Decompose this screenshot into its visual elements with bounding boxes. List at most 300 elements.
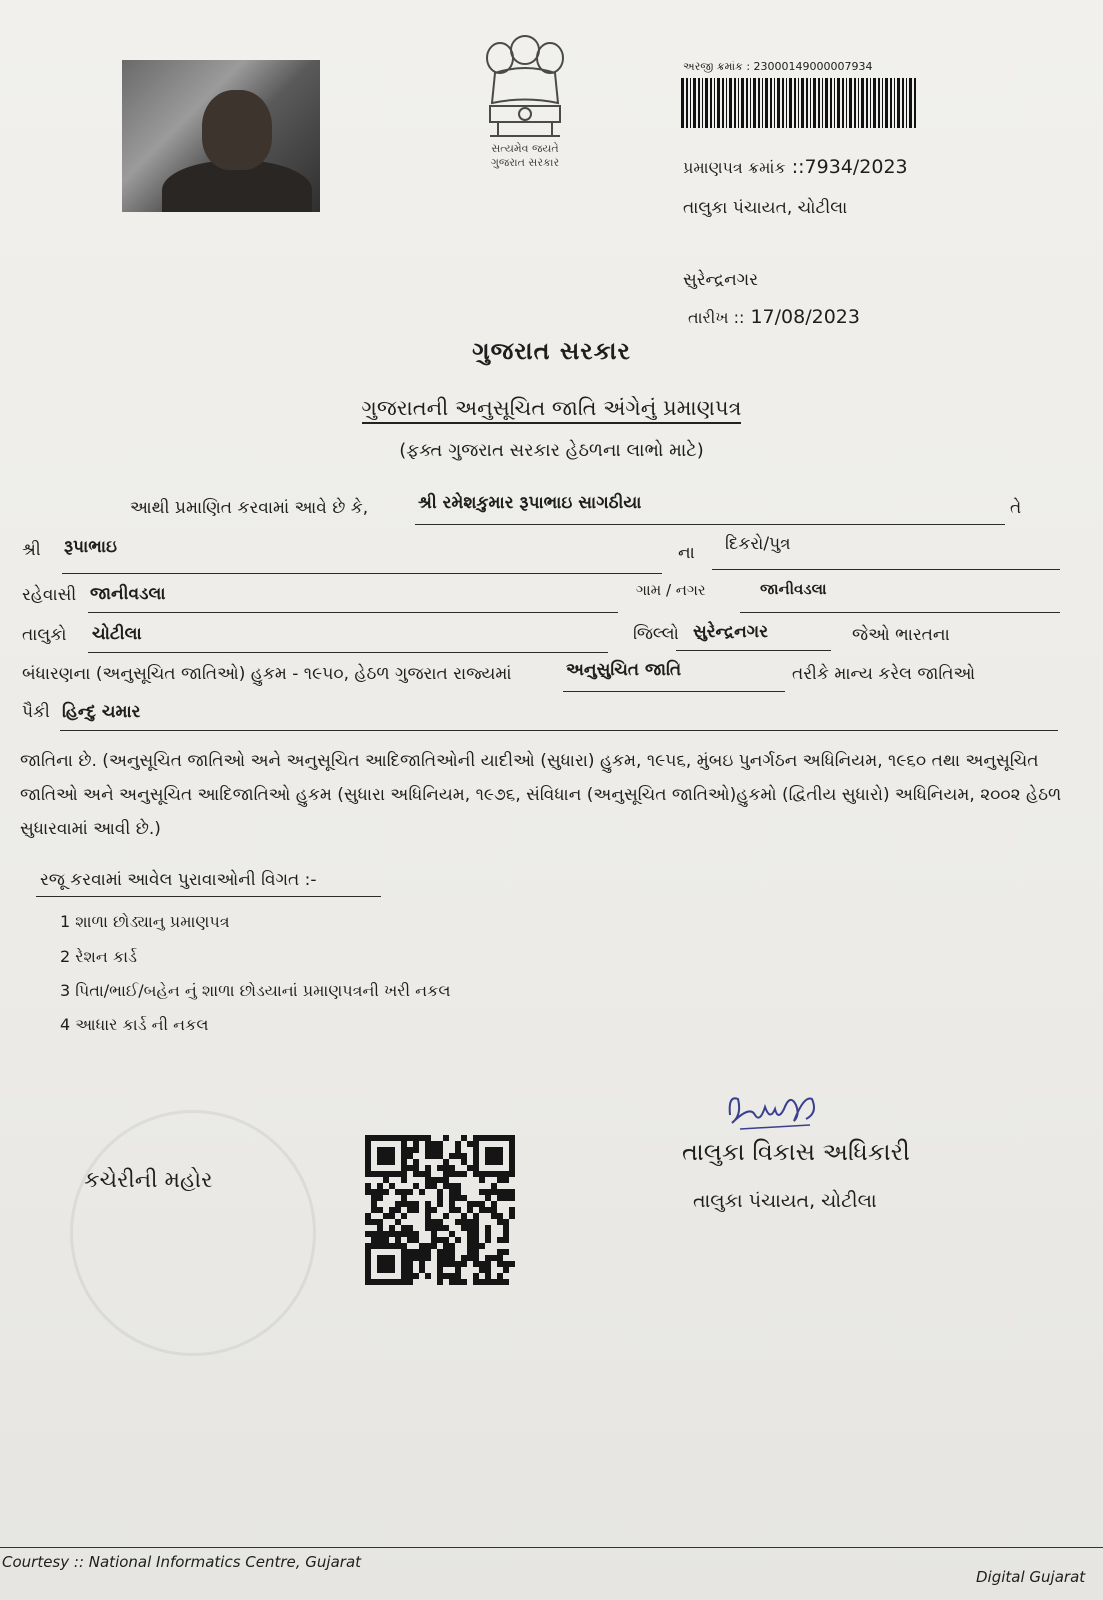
barcode-bar: [794, 78, 796, 128]
qr-module: [449, 1189, 455, 1195]
qr-module: [485, 1153, 491, 1159]
barcode-bar: [822, 78, 823, 128]
qr-module: [485, 1255, 491, 1261]
qr-module: [467, 1243, 473, 1249]
qr-module: [509, 1141, 515, 1147]
barcode-bar: [698, 78, 700, 128]
qr-module: [425, 1213, 431, 1219]
qr-module: [401, 1213, 407, 1219]
qr-module: [485, 1147, 491, 1153]
barcode-bar: [861, 78, 864, 128]
barcode-bar: [705, 78, 708, 128]
qr-module: [425, 1255, 431, 1261]
qr-module: [425, 1141, 431, 1147]
certificate-subheading: (ફક્ત ગુજરાત સરકાર હેઠળના લાભો માટે): [399, 440, 704, 461]
qr-module: [377, 1183, 383, 1189]
ashoka-emblem-icon: [470, 28, 580, 143]
district-label: જિલ્લો: [633, 624, 679, 644]
qr-module: [491, 1171, 497, 1177]
qr-module: [491, 1207, 497, 1213]
barcode-bar: [774, 78, 775, 128]
barcode-bar: [746, 78, 748, 128]
qr-module: [377, 1225, 383, 1231]
qr-module: [449, 1231, 455, 1237]
district-line: [676, 650, 831, 651]
qr-module: [389, 1207, 395, 1213]
qr-module: [455, 1171, 461, 1177]
qr-module: [401, 1141, 407, 1147]
qr-module: [497, 1159, 503, 1165]
qr-module: [497, 1177, 503, 1183]
qr-module: [455, 1183, 461, 1189]
qr-module: [437, 1195, 443, 1201]
qr-module: [491, 1147, 497, 1153]
qr-module: [401, 1189, 407, 1195]
qr-module: [401, 1165, 407, 1171]
qr-module: [449, 1261, 455, 1267]
qr-module: [425, 1207, 431, 1213]
qr-module: [485, 1195, 491, 1201]
qr-module: [455, 1189, 461, 1195]
te-text: તે: [1010, 498, 1022, 518]
barcode-bar: [686, 78, 688, 128]
qr-module: [479, 1135, 485, 1141]
qr-module: [413, 1165, 419, 1171]
barcode-bar: [830, 78, 832, 128]
qr-module: [407, 1201, 413, 1207]
qr-module: [455, 1153, 461, 1159]
qr-module: [401, 1243, 407, 1249]
qr-module: [467, 1219, 473, 1225]
qr-module: [503, 1267, 509, 1273]
recognised-text: તરીકે માન્ય કરેલ જાતિઓ: [792, 664, 976, 684]
barcode-bar: [854, 78, 856, 128]
qr-module: [479, 1207, 485, 1213]
qr-module: [401, 1135, 407, 1141]
barcode-bar: [786, 78, 787, 128]
qr-module: [407, 1249, 413, 1255]
qr-module: [383, 1279, 389, 1285]
qr-module: [491, 1159, 497, 1165]
qr-module: [431, 1207, 437, 1213]
qr-module: [395, 1231, 401, 1237]
qr-module: [461, 1225, 467, 1231]
qr-module: [371, 1201, 377, 1207]
qr-module: [467, 1165, 473, 1171]
barcode-bar: [866, 78, 868, 128]
qr-module: [455, 1207, 461, 1213]
qr-module: [383, 1177, 389, 1183]
qr-module: [431, 1237, 437, 1243]
qr-module: [497, 1219, 503, 1225]
qr-module: [371, 1207, 377, 1213]
qr-module: [431, 1153, 437, 1159]
qr-module: [473, 1213, 479, 1219]
qr-module: [401, 1195, 407, 1201]
qr-module: [371, 1195, 377, 1201]
qr-module: [431, 1147, 437, 1153]
village-line: [740, 612, 1060, 613]
qr-module: [473, 1159, 479, 1165]
qr-module: [491, 1189, 497, 1195]
qr-module: [491, 1201, 497, 1207]
qr-module: [473, 1171, 479, 1177]
qr-module: [437, 1255, 443, 1261]
qr-module: [365, 1171, 371, 1177]
signatory-office: તાલુકા પંચાયત, ચોટીલા: [693, 1190, 877, 1212]
qr-module: [419, 1267, 425, 1273]
qr-module: [401, 1201, 407, 1207]
barcode-bar: [849, 78, 852, 128]
qr-module: [377, 1219, 383, 1225]
signatory-title: તાલુકા વિકાસ અધિકારી: [682, 1138, 910, 1166]
evidence-item: 1 શાળા છોડ્યાનુ પ્રમાણપત્ર: [60, 912, 230, 931]
qr-module: [407, 1279, 413, 1285]
qr-module: [449, 1273, 455, 1279]
qr-module: [377, 1171, 383, 1177]
barcode-bar: [801, 78, 804, 128]
qr-module: [395, 1207, 401, 1213]
qr-module: [455, 1273, 461, 1279]
qr-module: [389, 1213, 395, 1219]
qr-module: [413, 1237, 419, 1243]
qr-module: [377, 1147, 383, 1153]
qr-module: [413, 1135, 419, 1141]
qr-module: [407, 1189, 413, 1195]
barcode: [681, 78, 919, 128]
qr-module: [377, 1261, 383, 1267]
applicant-photo: [122, 60, 320, 212]
qr-module: [365, 1261, 371, 1267]
applicant-name: શ્રી રમેશકુમાર રૂપાભાઇ સાગઠીયા: [418, 493, 642, 513]
qr-module: [509, 1207, 515, 1213]
qr-module: [455, 1261, 461, 1267]
qr-module: [497, 1255, 503, 1261]
qr-module: [365, 1273, 371, 1279]
qr-module: [509, 1195, 515, 1201]
qr-module: [407, 1255, 413, 1261]
qr-module: [473, 1255, 479, 1261]
barcode-bar: [842, 78, 844, 128]
qr-module: [479, 1279, 485, 1285]
among-label: પૈકી: [22, 702, 50, 722]
qr-module: [431, 1183, 437, 1189]
qr-module: [377, 1195, 383, 1201]
barcode-bar: [782, 78, 784, 128]
qr-module: [407, 1207, 413, 1213]
qr-module: [437, 1225, 443, 1231]
qr-module: [425, 1273, 431, 1279]
barcode-bar: [681, 78, 684, 128]
qr-module: [443, 1261, 449, 1267]
qr-module: [401, 1225, 407, 1231]
barcode-bar: [818, 78, 820, 128]
qr-module: [419, 1189, 425, 1195]
qr-module: [407, 1231, 413, 1237]
qr-module: [383, 1147, 389, 1153]
qr-module: [401, 1177, 407, 1183]
qr-module: [437, 1153, 443, 1159]
qr-module: [509, 1165, 515, 1171]
barcode-bar: [858, 78, 859, 128]
qr-module: [491, 1183, 497, 1189]
qr-module: [473, 1279, 479, 1285]
qr-module: [377, 1243, 383, 1249]
qr-module: [401, 1153, 407, 1159]
qr-module: [485, 1237, 491, 1243]
qr-module: [491, 1279, 497, 1285]
qr-module: [377, 1207, 383, 1213]
qr-module: [389, 1147, 395, 1153]
qr-module: [401, 1249, 407, 1255]
qr-module: [437, 1273, 443, 1279]
qr-module: [371, 1279, 377, 1285]
footer-brand: Digital Gujarat: [976, 1568, 1086, 1586]
qr-module: [449, 1279, 455, 1285]
barcode-bar: [710, 78, 712, 128]
qr-module: [509, 1153, 515, 1159]
application-number: અરજી ક્રમાંક : 23000149000007934: [683, 60, 873, 73]
qr-module: [479, 1201, 485, 1207]
qr-module: [473, 1261, 479, 1267]
qr-module: [497, 1195, 503, 1201]
na-text: ના: [678, 543, 695, 563]
qr-module: [467, 1225, 473, 1231]
qr-module: [491, 1135, 497, 1141]
qr-module: [407, 1147, 413, 1153]
qr-module: [383, 1255, 389, 1261]
qr-module: [455, 1219, 461, 1225]
barcode-bar: [878, 78, 880, 128]
barcode-bar: [909, 78, 912, 128]
qr-module: [503, 1279, 509, 1285]
qr-module: [413, 1183, 419, 1189]
qr-module: [407, 1225, 413, 1231]
barcode-bar: [810, 78, 811, 128]
qr-module: [377, 1267, 383, 1273]
barcode-bar: [837, 78, 840, 128]
qr-module: [443, 1171, 449, 1177]
barcode-bar: [825, 78, 828, 128]
qr-module: [443, 1237, 449, 1243]
qr-module: [485, 1159, 491, 1165]
qr-module: [437, 1177, 443, 1183]
qr-module: [455, 1147, 461, 1153]
qr-module: [437, 1249, 443, 1255]
qr-module: [419, 1261, 425, 1267]
qr-module: [395, 1243, 401, 1249]
qr-module: [425, 1201, 431, 1207]
qr-module: [371, 1189, 377, 1195]
certificate-heading: [0, 396, 1103, 421]
qr-module: [473, 1153, 479, 1159]
qr-module: [437, 1267, 443, 1273]
qr-module: [461, 1171, 467, 1177]
qr-module: [389, 1261, 395, 1267]
barcode-bar: [798, 78, 799, 128]
barcode-bar: [914, 78, 916, 128]
taluka-value: ચોટીલા: [92, 624, 142, 644]
qr-module: [425, 1219, 431, 1225]
qr-module: [509, 1159, 515, 1165]
qr-module: [437, 1261, 443, 1267]
qr-module: [383, 1231, 389, 1237]
qr-module: [461, 1255, 467, 1261]
qr-module: [491, 1213, 497, 1219]
certificate-number-value: ::7934/2023: [791, 156, 908, 178]
qr-module: [383, 1135, 389, 1141]
qr-module: [497, 1237, 503, 1243]
qr-module: [443, 1177, 449, 1183]
qr-module: [425, 1183, 431, 1189]
qr-module: [395, 1219, 401, 1225]
qr-module: [461, 1135, 467, 1141]
qr-module: [473, 1147, 479, 1153]
qr-module: [365, 1141, 371, 1147]
qr-module: [365, 1243, 371, 1249]
qr-module: [371, 1171, 377, 1177]
barcode-bar: [734, 78, 736, 128]
qr-module: [437, 1201, 443, 1207]
qr-module: [371, 1237, 377, 1243]
qr-module: [473, 1273, 479, 1279]
qr-module: [437, 1237, 443, 1243]
qr-module: [503, 1135, 509, 1141]
qr-module: [449, 1165, 455, 1171]
barcode-bar: [813, 78, 816, 128]
qr-module: [401, 1273, 407, 1279]
qr-module: [473, 1201, 479, 1207]
qr-module: [377, 1189, 383, 1195]
qr-module: [437, 1141, 443, 1147]
qr-module: [395, 1171, 401, 1177]
qr-module: [431, 1177, 437, 1183]
resident-line: [88, 612, 618, 613]
qr-module: [443, 1273, 449, 1279]
evidence-item: 4 આધાર કાર્ડ ની નકલ: [60, 1015, 209, 1034]
qr-module: [365, 1189, 371, 1195]
qr-module: [413, 1159, 419, 1165]
qr-module: [383, 1189, 389, 1195]
qr-module: [365, 1219, 371, 1225]
qr-module: [365, 1165, 371, 1171]
qr-module: [413, 1147, 419, 1153]
qr-module: [365, 1267, 371, 1273]
barcode-bar: [758, 78, 760, 128]
qr-module: [485, 1267, 491, 1273]
qr-module: [461, 1219, 467, 1225]
qr-module: [443, 1183, 449, 1189]
qr-module: [455, 1237, 461, 1243]
shri-label: શ્રી: [22, 540, 41, 560]
qr-module: [479, 1261, 485, 1267]
qr-module: [425, 1147, 431, 1153]
qr-module: [371, 1231, 377, 1237]
qr-module: [389, 1267, 395, 1273]
emblem-motto: સત્યમેવ જયતે: [491, 142, 559, 155]
barcode-bar: [738, 78, 739, 128]
barcode-bar: [873, 78, 876, 128]
qr-module: [449, 1153, 455, 1159]
qr-module: [419, 1135, 425, 1141]
barcode-bar: [717, 78, 720, 128]
qr-module: [497, 1273, 503, 1279]
qr-module: [485, 1279, 491, 1285]
qr-module: [461, 1279, 467, 1285]
qr-module: [383, 1267, 389, 1273]
qr-module: [371, 1135, 377, 1141]
qr-module: [383, 1171, 389, 1177]
barcode-bar: [690, 78, 691, 128]
emblem-caption: [470, 142, 580, 170]
qr-module: [473, 1249, 479, 1255]
qr-module: [455, 1279, 461, 1285]
qr-module: [467, 1249, 473, 1255]
issuing-office: તાલુકા પંચાયત, ચોટીલા: [683, 198, 848, 218]
barcode-bar: [741, 78, 744, 128]
qr-module: [491, 1255, 497, 1261]
qr-module: [449, 1243, 455, 1249]
qr-module: [485, 1261, 491, 1267]
qr-module: [389, 1153, 395, 1159]
qr-module: [467, 1255, 473, 1261]
qr-module: [413, 1255, 419, 1261]
qr-module: [413, 1201, 419, 1207]
qr-module: [371, 1243, 377, 1249]
qr-module: [389, 1135, 395, 1141]
qr-module: [407, 1261, 413, 1267]
qr-module: [479, 1171, 485, 1177]
qr-module: [479, 1243, 485, 1249]
category-value: અનુસુચિત જાતિ: [566, 660, 682, 680]
evidence-item: 3 પિતા/ભાઈ/બહેન નું શાળા છોડયાનાં પ્રમાણપત્રની ખરી નકલ: [60, 981, 451, 1000]
qr-module: [395, 1237, 401, 1243]
certificate-number: [683, 156, 908, 178]
qr-module: [503, 1237, 509, 1243]
qr-module: [503, 1225, 509, 1231]
qr-module: [437, 1219, 443, 1225]
qr-module: [425, 1243, 431, 1249]
qr-module: [503, 1219, 509, 1225]
barcode-bar: [693, 78, 696, 128]
qr-module: [383, 1153, 389, 1159]
qr-module: [389, 1231, 395, 1237]
qr-module: [365, 1231, 371, 1237]
constitution-text: બંધારણના (અનુસૂચિત જાતિઓ) હુકમ - ૧૯૫૦, હેઠળ ગુજરાત રાજ્યમાં: [22, 664, 512, 684]
qr-module: [437, 1147, 443, 1153]
qr-module: [365, 1183, 371, 1189]
barcode-bar: [806, 78, 808, 128]
qr-module: [371, 1219, 377, 1225]
emblem-authority: ગુજરાત સરકાર: [490, 156, 560, 169]
qr-module: [449, 1171, 455, 1177]
qr-module: [503, 1171, 509, 1177]
qr-module: [455, 1141, 461, 1147]
qr-module: [467, 1141, 473, 1147]
relation: દિકરો/પુત્ર: [725, 534, 791, 554]
qr-module: [407, 1273, 413, 1279]
qr-module: [377, 1135, 383, 1141]
qr-module: [461, 1261, 467, 1267]
qr-module: [437, 1279, 443, 1285]
qr-module: [401, 1279, 407, 1285]
category-line: [563, 691, 785, 692]
qr-module: [389, 1279, 395, 1285]
qr-module: [389, 1183, 395, 1189]
qr-module: [425, 1165, 431, 1171]
qr-module: [389, 1171, 395, 1177]
qr-module: [413, 1273, 419, 1279]
